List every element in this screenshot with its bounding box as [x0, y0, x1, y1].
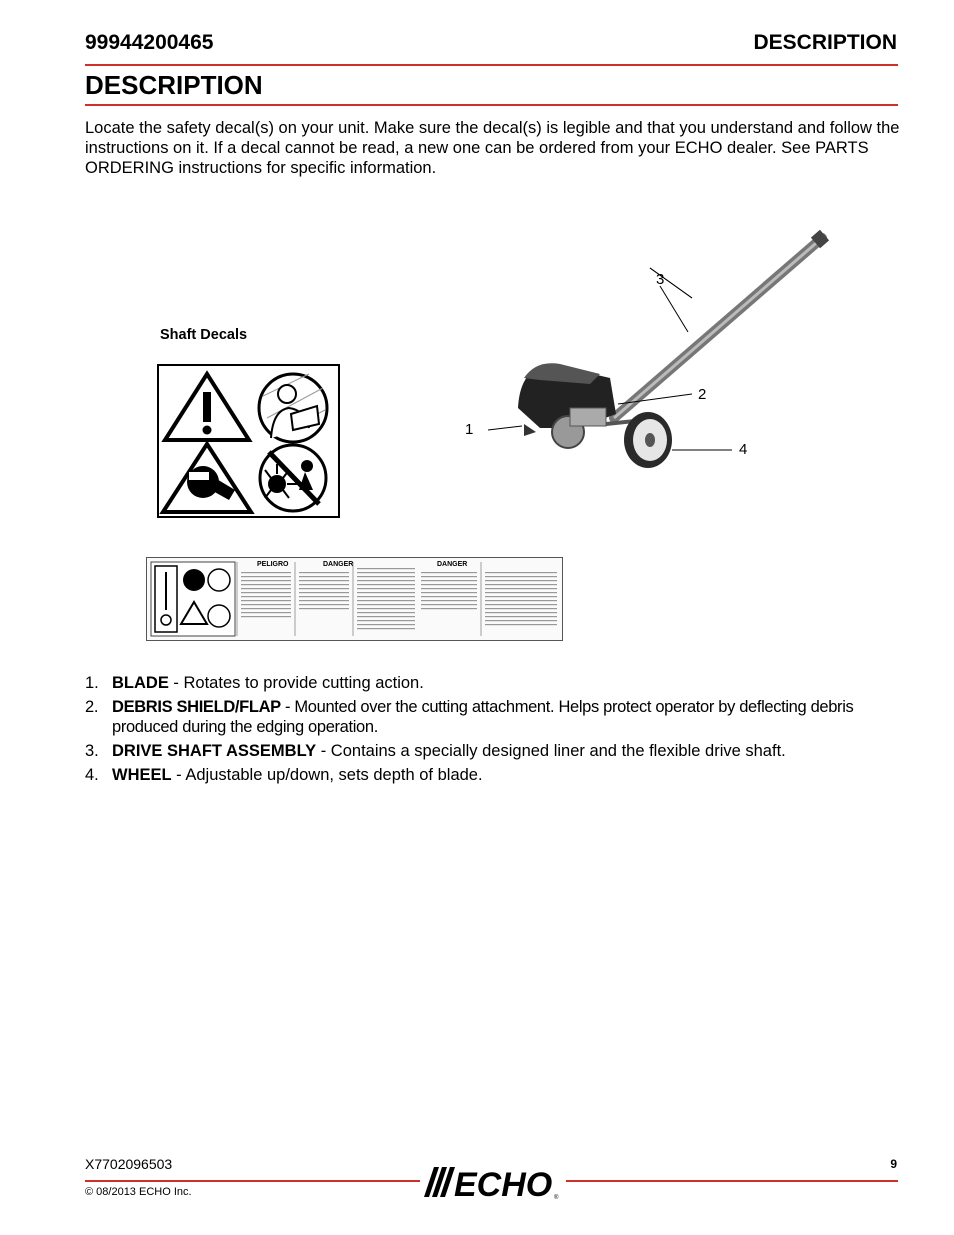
- blade: [524, 424, 536, 436]
- strip-heading-danger-fr: DANGER: [323, 561, 354, 568]
- callout-1: 1: [465, 421, 474, 438]
- strip-heading-peligro: PELIGRO: [257, 561, 289, 568]
- intro-paragraph: Locate the safety decal(s) on your unit. Make sure the decal(s) is legible and that you understand and follow the instructions on it. If a decal cannot be read, a new one can be ordered from your ECHO dealer. See PARTS ORDERING instructions for specific information.: [85, 119, 900, 177]
- svg-text:ECHO: ECHO: [454, 1166, 553, 1201]
- svg-text:®: ®: [554, 1195, 559, 1201]
- item-description: - Contains a specially designed liner and the flexible drive shaft.: [316, 742, 786, 760]
- item-term: DEBRIS SHIELD/FLAP: [112, 698, 281, 716]
- item-number: 3.: [85, 742, 99, 760]
- header-rule: [85, 64, 898, 66]
- item-description: - Rotates to provide cutting action.: [168, 674, 424, 692]
- item-number: 4.: [85, 766, 99, 784]
- strip-heading-danger-en: DANGER: [437, 561, 468, 568]
- item-number: 1.: [85, 674, 99, 692]
- callout-4: 4: [739, 441, 748, 458]
- copyright: © 08/2013 ECHO Inc.: [85, 1186, 192, 1198]
- shaft-decal: [157, 364, 340, 518]
- item-term: WHEEL: [112, 766, 172, 784]
- echo-logo: [420, 1161, 565, 1201]
- callout-2: 2: [698, 386, 707, 403]
- item-description: - Adjustable up/down, sets depth of blade.: [171, 766, 483, 784]
- footer-rule-left: [85, 1180, 420, 1182]
- title-rule: [85, 104, 898, 106]
- part-code: X7702096503: [85, 1156, 173, 1172]
- protective-gear-icon: [163, 444, 251, 512]
- page-number: 9: [890, 1157, 897, 1171]
- list-item: [85, 765, 900, 785]
- edger-illustration: [440, 228, 840, 478]
- item-number: 2.: [85, 698, 99, 716]
- item-term: BLADE: [112, 674, 169, 692]
- section-name: DESCRIPTION: [753, 31, 897, 54]
- list-item: [85, 697, 900, 737]
- warning-strip-graphic: [147, 558, 562, 640]
- callout-3: 3: [656, 271, 665, 288]
- keep-away-icon: [260, 445, 326, 511]
- decal-caption: Shaft Decals: [160, 327, 248, 343]
- component-list: [85, 673, 900, 789]
- item-description: - Mounted over the cutting attachment. Helps protect operator by deflecting debris produced during the edging operation.: [112, 698, 854, 736]
- list-item: [85, 741, 900, 761]
- footer-rule-right: [566, 1180, 898, 1182]
- document-code: 99944200465: [85, 31, 214, 54]
- item-term: DRIVE SHAFT ASSEMBLY: [112, 742, 317, 760]
- list-item: [85, 673, 900, 693]
- read-manual-icon: [259, 374, 327, 442]
- shaft-decal-graphic: [159, 366, 338, 516]
- page-title: DESCRIPTION: [85, 70, 263, 100]
- warning-strip-decal: [146, 557, 563, 641]
